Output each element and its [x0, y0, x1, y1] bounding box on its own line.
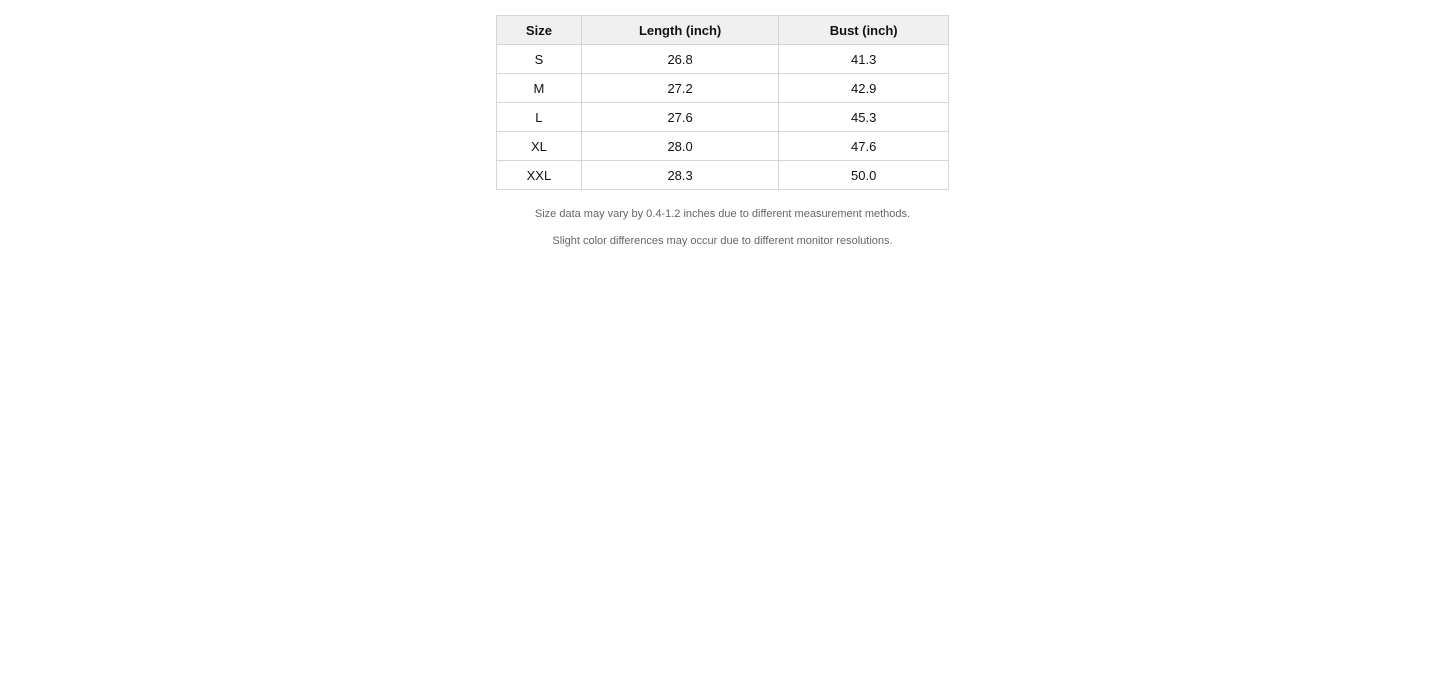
length-cell: 28.0: [581, 132, 779, 161]
bust-cell: 45.3: [779, 103, 949, 132]
table-row: [497, 161, 949, 190]
bust-cell: 41.3: [779, 45, 949, 74]
table-body: [497, 45, 949, 190]
size-chart-table: [496, 15, 949, 190]
bust-cell: 42.9: [779, 74, 949, 103]
table-row: [497, 74, 949, 103]
header-size: Size: [497, 16, 582, 45]
size-cell: XL: [497, 132, 582, 161]
length-cell: 28.3: [581, 161, 779, 190]
color-note: Slight color differences may occur due to different monitor resolutions.: [552, 235, 893, 247]
bust-cell: 50.0: [779, 161, 949, 190]
measurement-note: Size data may vary by 0.4-1.2 inches due to different measurement methods.: [534, 208, 911, 220]
header-length: Length (inch): [581, 16, 779, 45]
header-bust: Bust (inch): [779, 16, 949, 45]
table-row: [497, 132, 949, 161]
bust-cell: 47.6: [779, 132, 949, 161]
size-cell: XXL: [497, 161, 582, 190]
length-cell: 27.2: [581, 74, 779, 103]
table-row: [497, 103, 949, 132]
size-cell: L: [497, 103, 582, 132]
length-cell: 26.8: [581, 45, 779, 74]
size-cell: M: [497, 74, 582, 103]
header-row: [497, 16, 949, 45]
size-cell: S: [497, 45, 582, 74]
table-header: [497, 16, 949, 45]
length-cell: 27.6: [581, 103, 779, 132]
table-row: [497, 45, 949, 74]
